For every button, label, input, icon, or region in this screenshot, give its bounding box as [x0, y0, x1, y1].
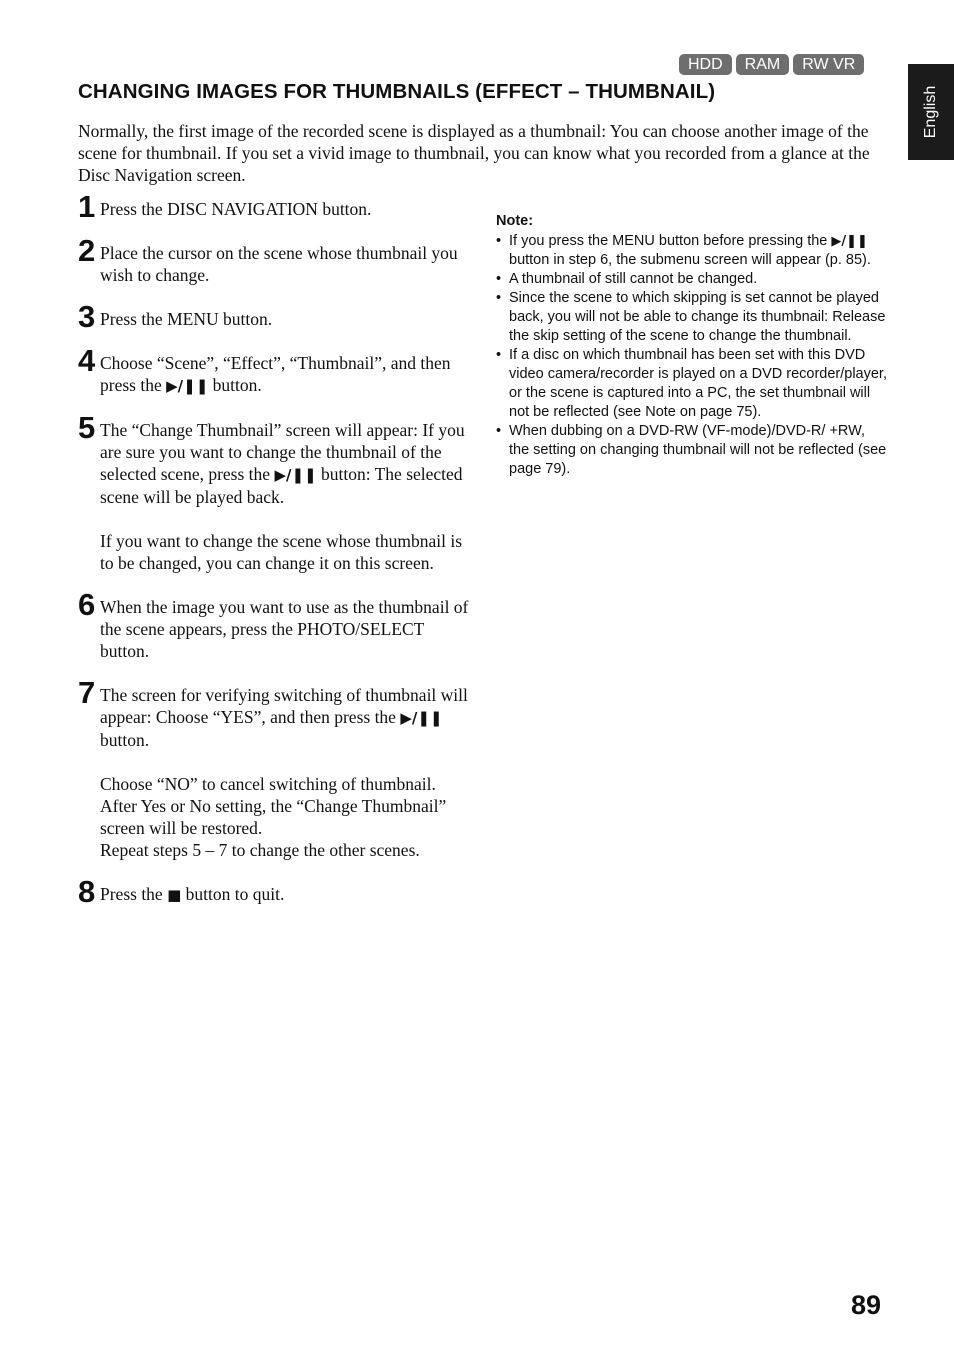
step-text: Place the cursor on the scene whose thumbnail you wish to change.: [100, 243, 458, 285]
step-number: 8: [78, 874, 96, 909]
step-text: If you are sure you want to change the thumbnail of the selected scene, press the: [100, 420, 465, 484]
step-text: Press the: [100, 884, 168, 904]
note-item: • Since the scene to which skipping is set cannot be played back, you will not be able to change its thumbnail: Release the skip setting of the scene to change the thumbnail.: [496, 289, 888, 346]
step-text: If you want to change the scene whose thumbnail is to be changed, you can change it on this screen.: [100, 531, 463, 573]
step-7: [78, 675, 470, 861]
step-text: When the image you want to use as the thumbnail of the scene appears, press the PHOTO/SELECT button.: [100, 597, 469, 661]
step-text: After Yes or No setting, the “Change Thumbnail” screen will be restored.: [100, 796, 447, 838]
step-text: button.: [208, 375, 262, 395]
step-text: The “Change Thumbnail” screen will appear:: [100, 420, 418, 440]
tag-rw-vr: RW VR: [793, 54, 864, 75]
step-text: Press the MENU button.: [100, 309, 273, 329]
step-text: Press the DISC NAVIGATION button.: [100, 199, 372, 219]
step-number: 5: [78, 410, 96, 445]
step-text: button.: [100, 730, 150, 750]
page-number: 89: [851, 1290, 882, 1320]
note-item: • If a disc on which thumbnail has been set with this DVD video camera/recorder is played on a DVD recorder/player, or the scene is captured into a PC, the set thumbnail will not be reflected (see Note on page 75).: [496, 346, 888, 422]
step-text: button to quit.: [181, 884, 285, 904]
stop-icon: ■: [167, 886, 182, 904]
language-tab-label: English: [922, 85, 939, 139]
step-3: [78, 299, 470, 334]
note-item: • When dubbing on a DVD-RW (VF-mode)/DVD-R/ +RW, the setting on changing thumbnail will not be reflected (see page 79).: [496, 422, 888, 479]
step-4: [78, 343, 470, 397]
language-tab: [908, 64, 954, 160]
step-number: 1: [78, 189, 96, 224]
page-title: CHANGING IMAGES FOR THUMBNAILS (EFFECT – THUMBNAIL): [78, 80, 716, 103]
step-text: Repeat steps 5 – 7 to change the other scenes.: [100, 840, 420, 860]
note-box: [496, 212, 888, 479]
intro-paragraph: Normally, the first image of the recorded scene is displayed as a thumbnail: You can choose another image of the scene for thumbnail. If you set a vivid image to thumbnail, you can know what you recorded from a glance at the Disc Navigation screen.: [78, 121, 870, 185]
step-number: 2: [78, 233, 96, 268]
step-number: 4: [78, 343, 96, 378]
step-text: Choose “Scene”, “Effect”, “Thumbnail”, and then press the: [100, 353, 451, 395]
step-number: 3: [78, 299, 96, 334]
steps-list: [78, 189, 470, 909]
step-1: [78, 189, 470, 224]
tag-hdd: HDD: [679, 54, 732, 75]
step-text: Choose “NO” to cancel switching of thumbnail.: [100, 774, 436, 794]
step-text: The screen for verifying switching of thumbnail will appear: Choose “YES”, and then press the: [100, 685, 468, 727]
play-pause-icon: ▶/❚❚: [831, 234, 868, 249]
tag-ram: RAM: [736, 54, 790, 75]
step-text: button: The selected scene will be played back.: [100, 464, 463, 507]
disc-type-tags: [679, 54, 864, 75]
note-item: • A thumbnail of still cannot be changed.: [496, 270, 888, 289]
step-8: [78, 874, 470, 909]
play-pause-icon: ▶/❚❚: [274, 466, 317, 484]
step-number: 7: [78, 675, 96, 710]
note-title: Note:: [496, 213, 534, 229]
note-list: [496, 232, 888, 479]
step-5: [78, 410, 470, 574]
step-6: [78, 587, 470, 662]
play-pause-icon: ▶/❚❚: [400, 709, 443, 727]
note-item: • If you press the MENU button before pressing the ▶/❚❚ button in step 6, the submenu screen will appear (p. 85).: [496, 232, 888, 270]
play-pause-icon: ▶/❚❚: [166, 377, 209, 395]
step-number: 6: [78, 587, 96, 622]
step-2: [78, 233, 470, 286]
